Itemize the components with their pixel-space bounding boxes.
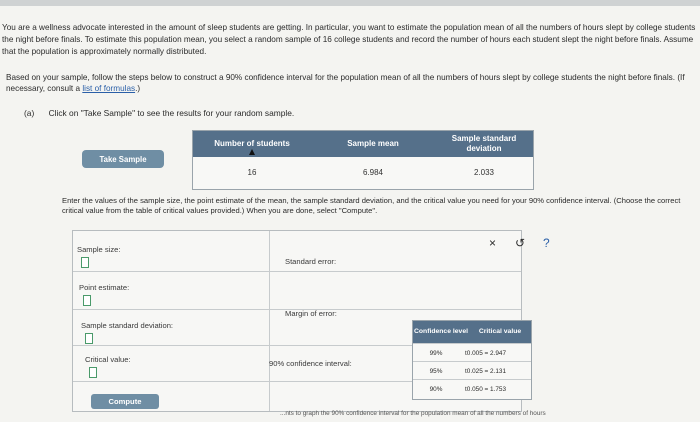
sample-sd-label: Sample standard deviation: — [81, 321, 174, 330]
header-confidence-level: Confidence level — [413, 321, 469, 343]
header-sample-sd: Sample standard deviation — [451, 134, 517, 153]
critical-values-table — [412, 320, 532, 400]
critical-90[interactable]: t0.050 = 1.753 — [465, 385, 507, 393]
tool-buttons — [481, 235, 591, 251]
top-bar — [0, 0, 700, 6]
undo-icon[interactable]: ↺ — [515, 236, 526, 250]
header-critical-value: Critical value — [469, 321, 531, 343]
value-sample-sd: 2.033 — [473, 167, 495, 177]
part-a — [24, 108, 294, 118]
critical-99[interactable]: t0.005 = 2.947 — [465, 349, 507, 357]
sample-sd-input[interactable] — [85, 333, 93, 344]
table-row — [413, 343, 531, 362]
instructions-paragraph — [6, 72, 696, 94]
take-sample-button[interactable]: Take Sample — [82, 150, 164, 168]
point-estimate-input[interactable] — [83, 295, 91, 306]
critical-value-input[interactable] — [89, 367, 97, 378]
margin-of-error-label: Margin of error: — [285, 309, 337, 318]
value-number-of-students: 16 — [247, 167, 257, 177]
intro-p2-text: Based on your sample, follow the steps below to construct a 90% confidence interval for the population mean of all the numbers of hours slept by college students the night before finals. (If necessary, consult a — [6, 73, 685, 93]
help-icon[interactable]: ? — [543, 236, 550, 250]
compute-instructions: Enter the values of the sample size, the point estimate of the mean, the sample standard deviation, and the critical value you need for your 90% confidence interval. (Choose the correct critical value from the table of critical values provided.) When you are done, select "Compute". — [62, 196, 681, 215]
sample-size-label: Sample size: — [77, 245, 121, 254]
part-a-text: Click on "Take Sample" to see the results for your random sample. — [48, 108, 295, 118]
critical-value-label: Critical value: — [85, 355, 131, 364]
row-divider-1 — [73, 271, 521, 272]
part-b-text: ...nts to graph the 90% confidence interval for the population mean of all the numbers of hours — [280, 410, 546, 417]
critical-95[interactable]: t0.025 = 2.131 — [465, 367, 507, 375]
intro-paragraph: You are a wellness advocate interested in the amount of sleep students are getting. In particular, you want to estimate the population mean of all the numbers of hours slept by college students the night before finals. To estimate this population mean, you select a random sample of 16 college students and record the number of hours each student slept the night before finals. Assume that the population is approximately normally distributed. — [2, 23, 696, 56]
results-table — [192, 130, 534, 190]
standard-error-label: Standard error: — [285, 257, 337, 266]
part-a-label: (a) — [24, 108, 35, 118]
level-90: 90% — [429, 385, 443, 393]
mouse-cursor-icon — [249, 149, 255, 155]
table-row — [413, 361, 531, 380]
level-99: 99% — [429, 349, 443, 357]
level-95: 95% — [429, 367, 443, 375]
table-row — [413, 379, 531, 398]
sample-size-input[interactable] — [81, 257, 89, 268]
results-header — [193, 131, 533, 157]
point-estimate-label: Point estimate: — [79, 283, 130, 292]
formulas-link[interactable]: list of formulas — [82, 84, 136, 93]
compute-button[interactable]: Compute — [91, 394, 159, 409]
value-sample-mean: 6.984 — [362, 167, 384, 177]
panel-divider — [269, 231, 270, 411]
header-sample-mean: Sample mean — [347, 139, 399, 148]
confidence-interval-label: 90% confidence interval: — [269, 359, 352, 368]
intro-p2-end: .) — [135, 84, 141, 93]
clear-icon[interactable]: × — [489, 236, 497, 250]
header-number-of-students[interactable]: Number of students — [214, 139, 290, 148]
